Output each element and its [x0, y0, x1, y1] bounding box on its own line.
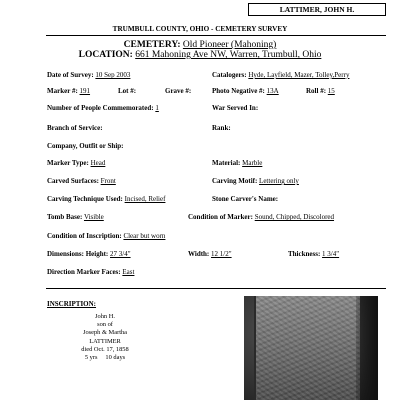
thickness-value: 1 3/4": [322, 250, 340, 258]
width-value: 12 1/2": [211, 250, 232, 258]
direction-field: [47, 268, 134, 277]
roll-number-value: 15: [327, 87, 335, 95]
company-field: [47, 142, 124, 151]
condition-inscription-field: [47, 232, 165, 241]
survey-title: TRUMBULL COUNTY, OHIO - CEMETERY SURVEY: [112, 25, 288, 33]
location-value: 661 Mahoning Ave NW, Warren, Trumbull, Ohio: [135, 50, 322, 60]
inscription-line: died Oct. 17, 1858: [81, 345, 129, 353]
cemetery-label: CEMETERY:: [123, 40, 181, 50]
photo-negative-value: 13A: [266, 87, 279, 95]
photo-negative-field: [212, 87, 279, 96]
direction-value: East: [122, 268, 135, 276]
photo-negative-label: Photo Negative #:: [212, 87, 265, 95]
dimensions-height-field: [47, 250, 131, 259]
inscription-line: son of: [97, 321, 113, 329]
tomb-base-label: Tomb Base:: [47, 213, 83, 221]
branch-of-service-label: Branch of Service:: [47, 124, 103, 132]
marker-number-field: [47, 87, 90, 96]
section-rule: [46, 288, 386, 289]
material-field: [212, 159, 262, 168]
carved-surfaces-label: Carved Surfaces:: [47, 177, 99, 185]
location-label: LOCATION:: [78, 50, 133, 60]
condition-inscription-label: Condition of Inscription:: [47, 232, 122, 240]
carving-technique-value: Incised, Relief: [124, 195, 166, 203]
material-value: Marble: [242, 159, 263, 167]
gravestone-image: [254, 296, 360, 400]
tomb-base-field: [47, 213, 104, 222]
stone-carver-field: [212, 195, 278, 204]
war-served-label: War Served In:: [212, 104, 259, 112]
tomb-base-value: Visible: [83, 213, 104, 221]
branch-of-service-field: [47, 124, 103, 133]
inscription-line: Joseph & Martha: [82, 329, 128, 337]
roll-number-field: [306, 87, 335, 96]
condition-marker-value: Sound, Chipped, Discolored: [254, 213, 335, 221]
cemetery-value: Old Pioneer (Mahoning): [182, 40, 277, 50]
condition-inscription-value: Clear but worn: [123, 232, 166, 240]
condition-marker-label: Condition of Marker:: [188, 213, 253, 221]
rank-label: Rank:: [212, 124, 231, 132]
war-served-field: [212, 104, 258, 113]
inscription-text: [55, 313, 155, 362]
inscription-line: John H.: [95, 313, 115, 320]
carved-surfaces-value: Front: [100, 177, 116, 185]
marker-type-field: [47, 159, 105, 168]
lot-number-field: [118, 87, 136, 96]
gravestone-photo: [244, 296, 378, 400]
carved-surfaces-field: [47, 177, 116, 186]
people-commemorated-value: 1: [155, 104, 159, 112]
carving-motif-label: Carving Motif:: [212, 177, 258, 185]
carving-technique-label: Carving Technique Used:: [47, 195, 123, 203]
dimensions-height-label: Dimensions: Height:: [47, 250, 109, 258]
roll-number-label: Roll #:: [306, 87, 327, 95]
grave-number-field: [165, 87, 191, 96]
company-label: Company, Outfit or Ship:: [47, 142, 124, 150]
dimensions-height-value: 27 3/4": [110, 250, 131, 258]
condition-marker-field: [188, 213, 334, 222]
carving-technique-field: [47, 195, 165, 204]
record-name-box: LATTIMER, JOHN H.: [248, 3, 386, 16]
width-label: Width:: [188, 250, 210, 258]
catalogers-field: [212, 71, 349, 80]
thickness-label: Thickness:: [288, 250, 321, 258]
inscription-label: INSCRIPTION:: [47, 300, 97, 308]
marker-number-value: 191: [79, 87, 91, 95]
catalogers-label: Catalogers:: [212, 71, 247, 79]
title-rule: [46, 35, 386, 36]
carving-motif-value: Lettering only: [259, 177, 299, 185]
direction-label: Direction Marker Faces:: [47, 268, 121, 276]
marker-type-label: Marker Type:: [47, 159, 89, 167]
grave-number-label: Grave #:: [165, 87, 192, 95]
photo-shadow: [356, 296, 378, 400]
marker-type-value: Head: [90, 159, 106, 167]
lot-number-label: Lot #:: [118, 87, 137, 95]
people-commemorated-field: [47, 104, 159, 113]
inscription-line: 5 yrs 10 days: [84, 354, 126, 362]
inscription-line: LATTIMER: [89, 337, 121, 345]
width-field: [188, 250, 232, 259]
stone-carver-label: Stone Carver's Name:: [212, 195, 279, 203]
location-line: [0, 50, 400, 61]
carving-motif-field: [212, 177, 299, 186]
catalogers-value: Hyde, Layfield, Mazer, Tolley,Perry: [248, 71, 350, 79]
date-of-survey-value: 10 Sep 2003: [95, 71, 131, 79]
material-label: Material:: [212, 159, 241, 167]
thickness-field: [288, 250, 339, 259]
marker-number-label: Marker #:: [47, 87, 78, 95]
rank-field: [212, 124, 231, 133]
date-of-survey-label: Date of Survey:: [47, 71, 94, 79]
date-of-survey-field: [47, 71, 130, 80]
people-commemorated-label: Number of People Commemorated:: [47, 104, 154, 112]
